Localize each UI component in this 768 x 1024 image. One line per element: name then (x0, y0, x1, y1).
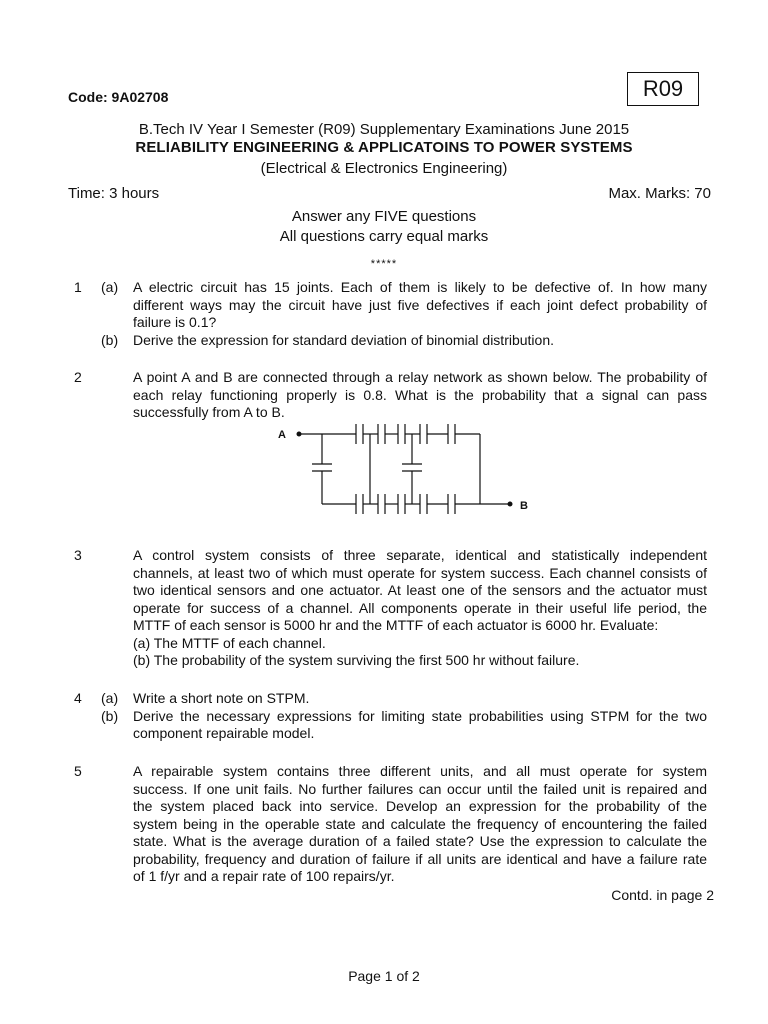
question-4b-line-1: Derive the necessary expressions for limiting state probabilities using STPM for the two (133, 708, 707, 724)
question-5-line-6: probability, frequency and duration of failure if all units are identical and have a failure rate (133, 851, 707, 867)
question-number-5: 5 (74, 763, 82, 779)
question-1a-line-1: A electric circuit has 15 joints. Each of them is likely to be defective of. In how many (133, 279, 707, 295)
question-3-line-1: A control system consists of three separate, identical and statistically independent (133, 547, 707, 563)
question-2-line-3: successfully from A to B. (133, 404, 285, 420)
instruction-marks: All questions carry equal marks (279, 228, 489, 245)
question-5-line-1: A repairable system contains three different units, and all must operate for system (133, 763, 707, 779)
node-a-label: A (278, 429, 286, 441)
question-5-line-7: of 1 f/yr and a repair rate of 100 repairs/yr. (133, 868, 395, 884)
question-4a-line-1: Write a short note on STPM. (133, 690, 310, 706)
question-3-line-3: two identical sensors and one actuator. At least one of the sensors and the actuator must (133, 582, 707, 598)
question-5-line-3: the system placed back into service. Develop an expression for the probability of the (133, 798, 707, 814)
page-number: Page 1 of 2 (348, 968, 420, 984)
max-marks: Max. Marks: 70 (608, 185, 711, 202)
exam-code: Code: 9A02708 (68, 89, 169, 105)
question-3-line-2: channels, at least two of which must operate for system success. Each channel consists of (133, 565, 707, 581)
relay-network-diagram (270, 420, 540, 520)
question-4a-label: (a) (101, 690, 119, 706)
question-1a-line-3: failure is 0.1? (133, 314, 217, 330)
branch-name: (Electrical & Electronics Engineering) (260, 160, 508, 177)
question-number-4: 4 (74, 690, 82, 706)
question-3-line-5: MTTF of each sensor is 5000 hr and the MTTF of each actuator is 6000 hr. Evaluate: (133, 617, 659, 633)
subject-title: RELIABILITY ENGINEERING & APPLICATOINS TO POWER SYSTEMS (135, 139, 633, 156)
question-1b-line-1: Derive the expression for standard deviation of binomial distribution. (133, 332, 555, 348)
question-3-line-6: (a) The MTTF of each channel. (133, 635, 326, 651)
node-b-dot (508, 502, 513, 507)
regulation-box: R09 (627, 72, 699, 106)
question-5-line-5: state. What is the average duration of a failed state? Use the expression to calculate the (133, 833, 707, 849)
question-5-line-2: success. If one unit fails. No further failures can occur until the failed unit is repaired and (133, 781, 707, 797)
question-2-line-2: each relay functioning properly is 0.8. What is the probability that a signal can pass (133, 387, 707, 403)
question-5-line-4: system being in the operable state and calculate the frequency of encountering the failed (133, 816, 707, 832)
separator-stars: ***** (370, 258, 398, 270)
instruction-answer: Answer any FIVE questions (291, 208, 477, 225)
question-1b-label: (b) (101, 332, 119, 348)
question-3-line-7: (b) The probability of the system surviving the first 500 hr without failure. (133, 652, 580, 668)
question-1a-line-2: different ways may the circuit have just five defectives if each joint defect probability of (133, 297, 707, 313)
question-1a-label: (a) (101, 279, 119, 295)
exam-title-line: B.Tech IV Year I Semester (R09) Supplementary Examinations June 2015 (138, 121, 630, 138)
question-2-line-1: A point A and B are connected through a relay network as shown below. The probability of (133, 369, 707, 385)
question-number-2: 2 (74, 369, 82, 385)
exam-duration: Time: 3 hours (68, 185, 160, 202)
question-number-3: 3 (74, 547, 82, 563)
node-b-label: B (520, 500, 528, 512)
question-4b-line-2: component repairable model. (133, 725, 315, 741)
question-3-line-4: operate for success of a channel. All components operate in their useful life period, the (133, 600, 707, 616)
question-4b-label: (b) (101, 708, 119, 724)
continued-note: Contd. in page 2 (611, 887, 714, 903)
question-number-1: 1 (74, 279, 82, 295)
